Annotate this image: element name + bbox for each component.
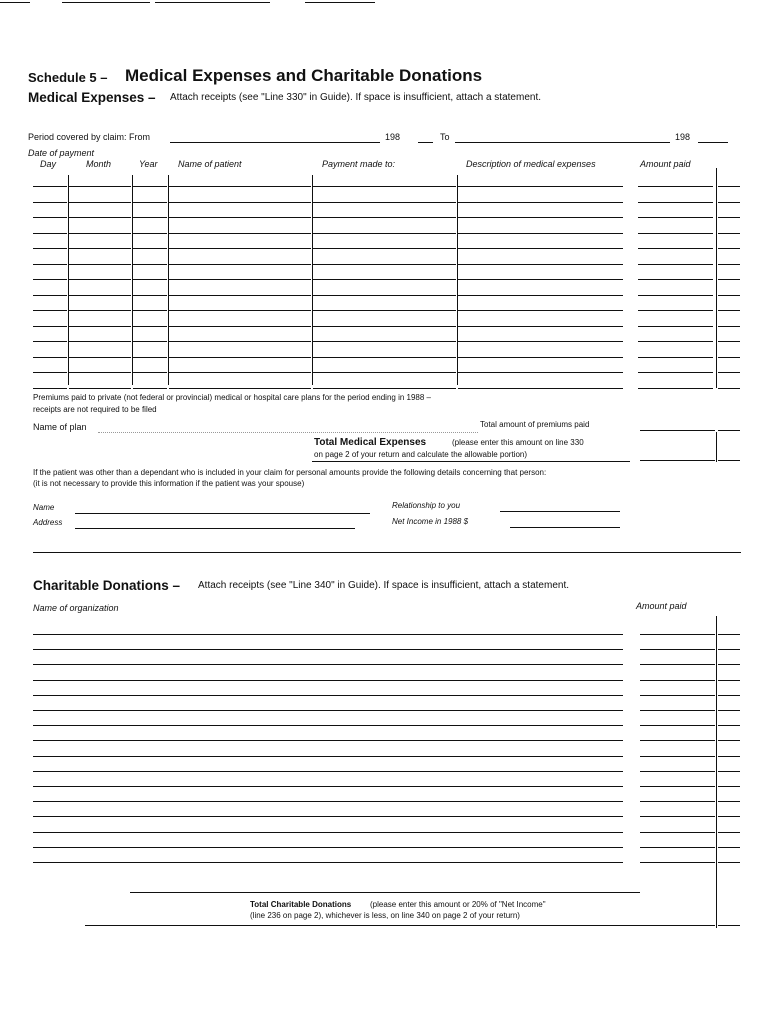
total-charitable-input[interactable] [640, 915, 715, 926]
charitable-instruction: Attach receipts (see "Line 340" in Guide). If space is insufficient, attach a statement. [198, 580, 570, 591]
medical-description-cell[interactable] [458, 176, 623, 187]
year-prefix-to: 198 [675, 132, 691, 142]
total-medical-note1: (please enter this amount on line 330 [452, 438, 584, 447]
medical-amount-cell[interactable] [638, 347, 713, 358]
medical-cents-cell[interactable] [718, 331, 740, 342]
charitable-amount-cell[interactable] [640, 746, 715, 757]
medical-payee-cell[interactable] [313, 285, 456, 296]
medical-patient-cell[interactable] [169, 176, 311, 187]
period-from-input[interactable] [170, 132, 380, 143]
medical-patient-cell[interactable] [169, 285, 311, 296]
charitable-cents-cell[interactable] [718, 700, 740, 711]
charitable-cents-cell[interactable] [718, 654, 740, 665]
to-label: To [440, 132, 450, 142]
medical-day-cell[interactable] [33, 331, 67, 342]
medical-patient-cell[interactable] [169, 331, 311, 342]
premiums-line2: receipts are not required to be filed [33, 405, 157, 414]
column-divider [716, 168, 717, 388]
organization-cell[interactable] [33, 852, 623, 863]
medical-patient-cell[interactable] [169, 378, 311, 389]
medical-year-cell[interactable] [133, 192, 167, 203]
medical-payee-cell[interactable] [313, 254, 456, 265]
charitable-total-rule [130, 892, 640, 893]
medical-amount-cell[interactable] [638, 378, 713, 389]
medical-year-cell[interactable] [133, 238, 167, 249]
medical-year-cell[interactable] [133, 300, 167, 311]
medical-patient-cell[interactable] [169, 300, 311, 311]
medical-payee-cell[interactable] [313, 223, 456, 234]
charitable-cents-cell[interactable] [718, 730, 740, 741]
total-charitable-label: Total Charitable Donations [250, 900, 352, 909]
medical-year-cell[interactable] [133, 362, 167, 373]
col-year: Year [139, 159, 158, 169]
medical-year-cell[interactable] [133, 316, 167, 327]
medical-patient-cell[interactable] [169, 269, 311, 280]
medical-payee-cell[interactable] [313, 362, 456, 373]
section-divider [33, 552, 741, 553]
relationship-input[interactable] [500, 501, 620, 512]
medical-description-cell[interactable] [458, 285, 623, 296]
medical-day-cell[interactable] [33, 176, 67, 187]
year-prefix-from: 198 [385, 132, 401, 142]
charitable-cents-cell[interactable] [718, 715, 740, 726]
medical-year-cell[interactable] [133, 269, 167, 280]
period-from-year-input[interactable] [418, 132, 433, 143]
medical-description-cell[interactable] [458, 238, 623, 249]
total-medical-cents-input[interactable] [718, 450, 740, 461]
medical-patient-cell[interactable] [169, 316, 311, 327]
net-income-label: Net Income in 1988 $ [392, 517, 469, 526]
dependant-name-label: Name [33, 503, 55, 512]
charitable-amount-cell[interactable] [640, 776, 715, 787]
organization-cell[interactable] [33, 746, 623, 757]
charitable-amount-cell[interactable] [640, 715, 715, 726]
medical-year-cell[interactable] [133, 347, 167, 358]
organization-cell[interactable] [33, 806, 623, 817]
organization-cell[interactable] [33, 822, 623, 833]
medical-payee-cell[interactable] [313, 300, 456, 311]
organization-cell[interactable] [33, 791, 623, 802]
total-premiums-input[interactable] [640, 420, 715, 431]
medical-patient-cell[interactable] [169, 254, 311, 265]
column-divider [132, 175, 133, 385]
total-charitable-note1: (please enter this amount or 20% of "Net Income" [370, 900, 546, 909]
medical-cents-cell[interactable] [718, 223, 740, 234]
medical-description-cell[interactable] [458, 223, 623, 234]
charitable-amount-cell[interactable] [640, 837, 715, 848]
col-description: Description of medical expenses [466, 159, 596, 169]
charitable-cents-cell[interactable] [718, 639, 740, 650]
medical-patient-cell[interactable] [169, 238, 311, 249]
medical-month-cell[interactable] [69, 316, 131, 327]
organization-cell[interactable] [33, 685, 623, 696]
charitable-amount-cell[interactable] [640, 700, 715, 711]
medical-day-cell[interactable] [33, 254, 67, 265]
dependant-line1: If the patient was other than a dependant who is included in your claim for personal amounts provide the following details concerning that person: [33, 468, 547, 477]
cents-divider [716, 616, 717, 928]
column-divider [68, 175, 69, 385]
edge-mark [62, 2, 150, 3]
medical-payee-cell[interactable] [313, 207, 456, 218]
organization-cell[interactable] [33, 715, 623, 726]
medical-day-cell[interactable] [33, 285, 67, 296]
medical-day-cell[interactable] [33, 192, 67, 203]
medical-cents-cell[interactable] [718, 254, 740, 265]
charitable-heading: Charitable Donations – [33, 578, 181, 593]
medical-payee-cell[interactable] [313, 192, 456, 203]
total-premiums-cents-input[interactable] [718, 420, 740, 431]
medical-cents-cell[interactable] [718, 378, 740, 389]
name-of-plan-input[interactable] [98, 422, 478, 433]
medical-year-cell[interactable] [133, 331, 167, 342]
medical-description-cell[interactable] [458, 192, 623, 203]
medical-description-cell[interactable] [458, 331, 623, 342]
medical-cents-cell[interactable] [718, 192, 740, 203]
medical-payee-cell[interactable] [313, 347, 456, 358]
medical-cents-cell[interactable] [718, 207, 740, 218]
medical-day-cell[interactable] [33, 362, 67, 373]
organization-cell[interactable] [33, 730, 623, 741]
medical-amount-cell[interactable] [638, 238, 713, 249]
schedule-label: Schedule 5 – [28, 70, 108, 85]
medical-amount-cell[interactable] [638, 316, 713, 327]
dependant-name-input[interactable] [75, 503, 370, 514]
medical-day-cell[interactable] [33, 223, 67, 234]
charitable-amount-cell[interactable] [640, 624, 715, 635]
column-divider [168, 175, 169, 385]
medical-day-cell[interactable] [33, 269, 67, 280]
total-charitable-bottom-rule [85, 925, 640, 926]
medical-payee-cell[interactable] [313, 378, 456, 389]
edge-mark [305, 2, 375, 3]
charitable-amount-cell[interactable] [640, 685, 715, 696]
name-of-plan-label: Name of plan [33, 422, 87, 432]
medical-day-cell[interactable] [33, 316, 67, 327]
medical-amount-cell[interactable] [638, 269, 713, 280]
period-label: Period covered by claim: From [28, 132, 151, 142]
col-charitable-amount: Amount paid [636, 601, 687, 611]
medical-amount-cell[interactable] [638, 254, 713, 265]
medical-patient-cell[interactable] [169, 347, 311, 358]
medical-description-cell[interactable] [458, 378, 623, 389]
medical-day-cell[interactable] [33, 347, 67, 358]
charitable-cents-cell[interactable] [718, 624, 740, 635]
charitable-amount-cell[interactable] [640, 639, 715, 650]
charitable-amount-cell[interactable] [640, 791, 715, 802]
medical-month-cell[interactable] [69, 176, 131, 187]
total-medical-input[interactable] [640, 450, 715, 461]
organization-cell[interactable] [33, 654, 623, 665]
medical-patient-cell[interactable] [169, 192, 311, 203]
medical-payee-cell[interactable] [313, 269, 456, 280]
period-to-input[interactable] [455, 132, 670, 143]
medical-instruction: Attach receipts (see "Line 330" in Guide). If space is insufficient, attach a statement. [170, 92, 542, 103]
medical-amount-cell[interactable] [638, 300, 713, 311]
medical-month-cell[interactable] [69, 192, 131, 203]
medical-day-cell[interactable] [33, 378, 67, 389]
charitable-cents-cell[interactable] [718, 852, 740, 863]
medical-amount-cell[interactable] [638, 207, 713, 218]
medical-month-cell[interactable] [69, 223, 131, 234]
col-amount: Amount paid [640, 159, 691, 169]
medical-year-cell[interactable] [133, 223, 167, 234]
medical-amount-cell[interactable] [638, 223, 713, 234]
medical-cents-cell[interactable] [718, 176, 740, 187]
organization-cell[interactable] [33, 761, 623, 772]
total-charitable-note2: (line 236 on page 2), whichever is less, on line 340 on page 2 of your return) [250, 911, 520, 920]
medical-year-cell[interactable] [133, 254, 167, 265]
medical-payee-cell[interactable] [313, 238, 456, 249]
medical-description-cell[interactable] [458, 300, 623, 311]
medical-month-cell[interactable] [69, 347, 131, 358]
edge-mark [0, 2, 30, 3]
charitable-amount-cell[interactable] [640, 852, 715, 863]
medical-cents-cell[interactable] [718, 238, 740, 249]
medical-amount-cell[interactable] [638, 331, 713, 342]
medical-amount-cell[interactable] [638, 362, 713, 373]
charitable-amount-cell[interactable] [640, 761, 715, 772]
medical-cents-cell[interactable] [718, 347, 740, 358]
premiums-line1: Premiums paid to private (not federal or provincial) medical or hospital care plans for the period ending in 1988 – [33, 393, 431, 402]
medical-cents-cell[interactable] [718, 316, 740, 327]
organization-cell[interactable] [33, 700, 623, 711]
col-organization: Name of organization [33, 603, 119, 613]
medical-month-cell[interactable] [69, 378, 131, 389]
medical-description-cell[interactable] [458, 254, 623, 265]
charitable-amount-cell[interactable] [640, 654, 715, 665]
relationship-label: Relationship to you [392, 501, 461, 510]
charitable-cents-cell[interactable] [718, 806, 740, 817]
cents-divider [716, 432, 717, 462]
organization-cell[interactable] [33, 624, 623, 635]
charitable-cents-cell[interactable] [718, 791, 740, 802]
medical-payee-cell[interactable] [313, 331, 456, 342]
medical-day-cell[interactable] [33, 238, 67, 249]
medical-month-cell[interactable] [69, 331, 131, 342]
period-to-year-input[interactable] [698, 132, 728, 143]
total-premiums-label: Total amount of premiums paid [480, 420, 590, 429]
medical-year-cell[interactable] [133, 285, 167, 296]
page-title: Medical Expenses and Charitable Donations [125, 66, 483, 85]
medical-patient-cell[interactable] [169, 207, 311, 218]
charitable-cents-cell[interactable] [718, 776, 740, 787]
medical-cents-cell[interactable] [718, 362, 740, 373]
medical-amount-cell[interactable] [638, 285, 713, 296]
medical-day-cell[interactable] [33, 300, 67, 311]
edge-mark [155, 2, 270, 3]
medical-month-cell[interactable] [69, 254, 131, 265]
organization-cell[interactable] [33, 776, 623, 787]
medical-amount-cell[interactable] [638, 176, 713, 187]
medical-cents-cell[interactable] [718, 285, 740, 296]
medical-day-cell[interactable] [33, 207, 67, 218]
medical-payee-cell[interactable] [313, 176, 456, 187]
medical-patient-cell[interactable] [169, 362, 311, 373]
total-medical-rule [312, 461, 630, 462]
charitable-amount-cell[interactable] [640, 806, 715, 817]
organization-cell[interactable] [33, 837, 623, 848]
medical-year-cell[interactable] [133, 207, 167, 218]
organization-cell[interactable] [33, 639, 623, 650]
medical-year-cell[interactable] [133, 176, 167, 187]
col-patient: Name of patient [178, 159, 242, 169]
total-charitable-cents-input[interactable] [718, 915, 740, 926]
date-of-payment-label: Date of payment [28, 148, 95, 158]
medical-cents-cell[interactable] [718, 300, 740, 311]
charitable-amount-cell[interactable] [640, 730, 715, 741]
medical-payee-cell[interactable] [313, 316, 456, 327]
total-medical-label: Total Medical Expenses [314, 437, 427, 448]
medical-description-cell[interactable] [458, 207, 623, 218]
col-month: Month [86, 159, 112, 169]
organization-cell[interactable] [33, 670, 623, 681]
medical-description-cell[interactable] [458, 269, 623, 280]
column-divider [457, 175, 458, 385]
column-divider [312, 175, 313, 385]
medical-month-cell[interactable] [69, 269, 131, 280]
medical-patient-cell[interactable] [169, 223, 311, 234]
charitable-amount-cell[interactable] [640, 822, 715, 833]
dependant-line2: (it is not necessary to provide this information if the patient was your spouse) [33, 479, 305, 488]
charitable-cents-cell[interactable] [718, 822, 740, 833]
medical-description-cell[interactable] [458, 362, 623, 373]
charitable-cents-cell[interactable] [718, 761, 740, 772]
col-payee: Payment made to: [322, 159, 396, 169]
net-income-input[interactable] [510, 517, 620, 528]
medical-month-cell[interactable] [69, 285, 131, 296]
col-day: Day [40, 159, 57, 169]
charitable-amount-cell[interactable] [640, 670, 715, 681]
total-medical-note2: on page 2 of your return and calculate the allowable portion) [314, 450, 528, 459]
medical-month-cell[interactable] [69, 300, 131, 311]
charitable-cents-cell[interactable] [718, 670, 740, 681]
medical-month-cell[interactable] [69, 362, 131, 373]
medical-description-cell[interactable] [458, 347, 623, 358]
medical-month-cell[interactable] [69, 238, 131, 249]
medical-year-cell[interactable] [133, 378, 167, 389]
dependant-address-label: Address [33, 518, 63, 527]
medical-heading: Medical Expenses – [28, 90, 156, 105]
medical-description-cell[interactable] [458, 316, 623, 327]
medical-cents-cell[interactable] [718, 269, 740, 280]
charitable-cents-cell[interactable] [718, 746, 740, 757]
medical-month-cell[interactable] [69, 207, 131, 218]
dependant-address-input[interactable] [75, 518, 355, 529]
charitable-cents-cell[interactable] [718, 685, 740, 696]
charitable-cents-cell[interactable] [718, 837, 740, 848]
medical-amount-cell[interactable] [638, 192, 713, 203]
